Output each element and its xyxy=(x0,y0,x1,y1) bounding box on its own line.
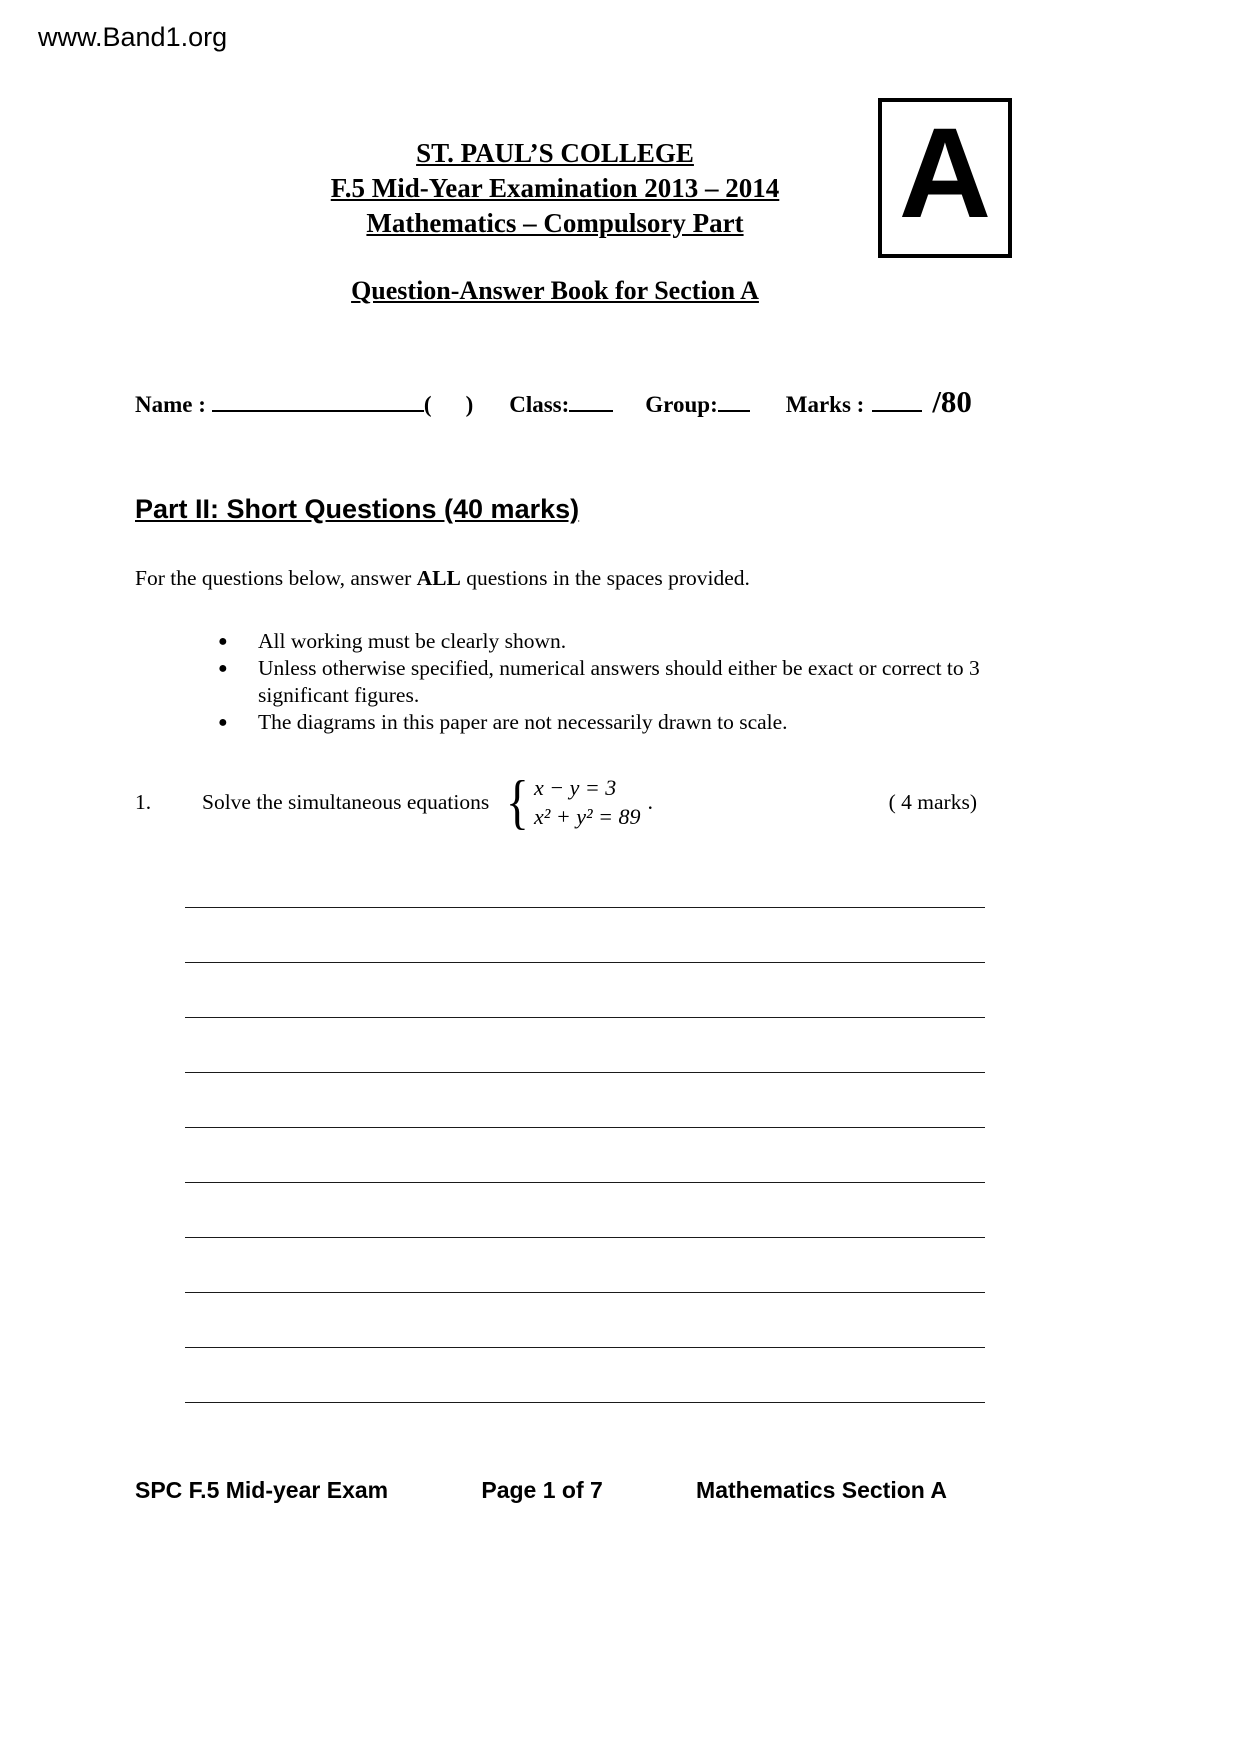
part2-heading: Part II: Short Questions (40 marks) xyxy=(135,494,580,524)
bullet-list xyxy=(218,628,980,736)
question-marks: ( 4 marks) xyxy=(888,789,977,814)
footer-page-number: Page 1 of 7 xyxy=(481,1477,603,1503)
equation-line-1: x − y = 3 xyxy=(534,775,617,800)
name-blank xyxy=(212,390,424,412)
footer-section-name: Mathematics Section A xyxy=(696,1477,947,1503)
question-number: 1. xyxy=(135,789,152,814)
watermark: www.Band1.org xyxy=(38,22,228,52)
name-label: Name : xyxy=(135,392,206,417)
bullet-text: Unless otherwise specified, numerical answers should either be exact or correct to 3 significant figures. xyxy=(258,656,980,707)
close-paren: ) xyxy=(465,392,474,417)
bullet-item xyxy=(218,628,980,655)
school-name: ST. PAUL’S COLLEGE xyxy=(416,138,694,168)
answer-line xyxy=(185,1073,985,1128)
equation-line-2: x² + y² = 89 xyxy=(534,804,641,829)
title-block xyxy=(135,136,975,241)
marks-label: Marks : xyxy=(785,392,865,417)
answer-line xyxy=(185,1018,985,1073)
bullet-text: All working must be clearly shown. xyxy=(258,629,567,653)
class-blank xyxy=(569,390,613,412)
equation-system xyxy=(503,769,653,835)
question-1 xyxy=(135,769,977,835)
question-text: Solve the simultaneous equations xyxy=(202,789,490,814)
group-blank xyxy=(718,390,750,412)
equation-brace: { xyxy=(506,769,530,835)
answer-line xyxy=(185,1348,985,1403)
intro-post: questions in the spaces provided. xyxy=(460,566,750,590)
bullet-icon: ● xyxy=(218,714,228,731)
intro-bold: ALL xyxy=(416,566,461,590)
answer-line xyxy=(185,908,985,963)
answer-lines xyxy=(185,853,985,1403)
section-letter: A xyxy=(898,102,992,245)
answer-line xyxy=(185,1183,985,1238)
bullet-icon: ● xyxy=(218,633,228,650)
answer-line xyxy=(185,1293,985,1348)
subject-title: Mathematics – Compulsory Part xyxy=(366,208,744,238)
candidate-info-line xyxy=(135,384,995,420)
intro-text xyxy=(135,566,985,591)
open-paren: ( xyxy=(423,392,432,417)
page-footer xyxy=(135,1477,947,1504)
bullet-text: The diagrams in this paper are not necessarily drawn to scale. xyxy=(258,710,788,734)
bullet-item xyxy=(218,709,980,736)
book-title: Question-Answer Book for Section A xyxy=(351,276,759,305)
marks-total: /80 xyxy=(932,384,972,419)
answer-line xyxy=(185,853,985,908)
bullet-icon: ● xyxy=(218,660,228,677)
answer-line xyxy=(185,1238,985,1293)
exam-title: F.5 Mid-Year Examination 2013 – 2014 xyxy=(330,173,780,203)
answer-line xyxy=(185,963,985,1018)
equation-period: . xyxy=(647,789,653,814)
bullet-item xyxy=(218,655,980,709)
intro-pre: For the questions below, answer xyxy=(135,566,417,590)
class-label: Class: xyxy=(509,392,570,417)
answer-line xyxy=(185,1128,985,1183)
marks-blank xyxy=(872,390,922,412)
group-label: Group: xyxy=(645,392,718,417)
footer-exam-name: SPC F.5 Mid-year Exam xyxy=(135,1477,389,1503)
section-letter-box xyxy=(878,98,1012,258)
